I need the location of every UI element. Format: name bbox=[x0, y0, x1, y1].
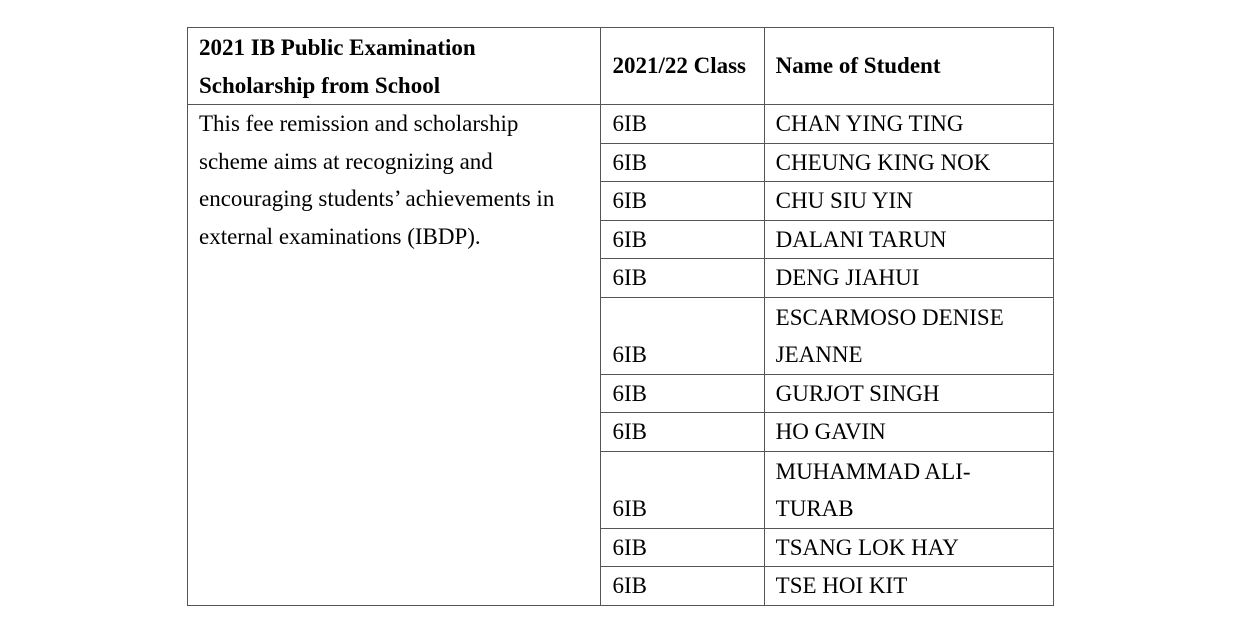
name-column-header: Name of Student bbox=[764, 28, 1053, 105]
header-row bbox=[188, 28, 1054, 105]
table-row bbox=[188, 105, 1054, 144]
scholarship-table bbox=[187, 27, 1054, 606]
scholarship-description: This fee remission and scholarship scheme aims at recognizing and encouraging students’ achievements in external examinations (IBDP). bbox=[188, 105, 601, 606]
student-name: ESCARMOSO DENISE JEANNE bbox=[764, 297, 1053, 374]
student-name: CHEUNG KING NOK bbox=[764, 143, 1053, 182]
student-class: 6IB bbox=[601, 451, 764, 528]
student-class: 6IB bbox=[601, 567, 764, 606]
student-class: 6IB bbox=[601, 182, 764, 221]
class-column-header: 2021/22 Class bbox=[601, 28, 764, 105]
student-class: 6IB bbox=[601, 374, 764, 413]
scholarship-title: 2021 IB Public Examination Scholarship from School bbox=[188, 28, 601, 105]
student-class: 6IB bbox=[601, 105, 764, 144]
student-class: 6IB bbox=[601, 413, 764, 452]
student-name: DALANI TARUN bbox=[764, 220, 1053, 259]
student-class: 6IB bbox=[601, 297, 764, 374]
student-name: TSANG LOK HAY bbox=[764, 528, 1053, 567]
student-name: DENG JIAHUI bbox=[764, 259, 1053, 298]
student-name: HO GAVIN bbox=[764, 413, 1053, 452]
student-class: 6IB bbox=[601, 259, 764, 298]
student-class: 6IB bbox=[601, 220, 764, 259]
student-name: GURJOT SINGH bbox=[764, 374, 1053, 413]
student-class: 6IB bbox=[601, 143, 764, 182]
student-name: MUHAMMAD ALI-TURAB bbox=[764, 451, 1053, 528]
student-name: CHAN YING TING bbox=[764, 105, 1053, 144]
student-class: 6IB bbox=[601, 528, 764, 567]
student-name: TSE HOI KIT bbox=[764, 567, 1053, 606]
student-name: CHU SIU YIN bbox=[764, 182, 1053, 221]
